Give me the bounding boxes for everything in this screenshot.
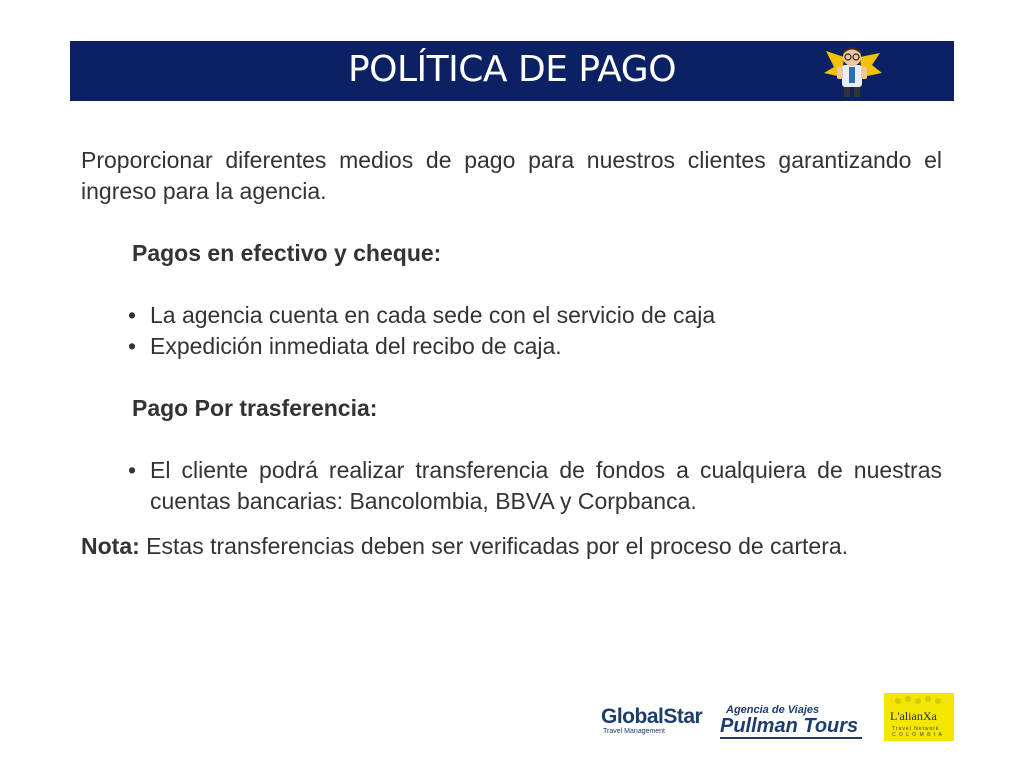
policy-content (81, 145, 942, 562)
list-item: • La agencia cuenta en cada sede con el servicio de caja (128, 302, 716, 328)
title-banner (70, 41, 954, 101)
intro-paragraph: Proporcionar diferentes medios de pago para nuestros clientes garantizando el ingreso para la agencia. (81, 147, 942, 204)
note-text: Nota: Estas transferencias deben ser verificadas por el proceso de cartera. (81, 533, 849, 559)
footer-logos (0, 690, 1024, 750)
superhero-mascot-icon (822, 43, 882, 101)
pullman-tours-logo: Agencia de Viajes Pullman Tours (720, 704, 870, 744)
alianza-logo: L'alianXa Travel Network C O L O M B I A (884, 693, 954, 741)
note-label: Nota: (81, 533, 140, 559)
transfer-heading: Pago Por trasferencia: (132, 395, 378, 421)
cash-check-heading: Pagos en efectivo y cheque: (132, 240, 442, 266)
page-title: POLÍTICA DE PAGO (347, 49, 677, 90)
alianza-dots-icon (884, 693, 954, 709)
list-item: • El cliente podrá realizar transferencia de fondos a cualquiera de nuestras cuentas bancarias: Bancolombia, BBVA y Corpbanca. (128, 457, 942, 514)
globalstar-logo: GlobalStar Travel Management (601, 705, 703, 735)
list-item: • Expedición inmediata del recibo de caja. (128, 333, 562, 359)
